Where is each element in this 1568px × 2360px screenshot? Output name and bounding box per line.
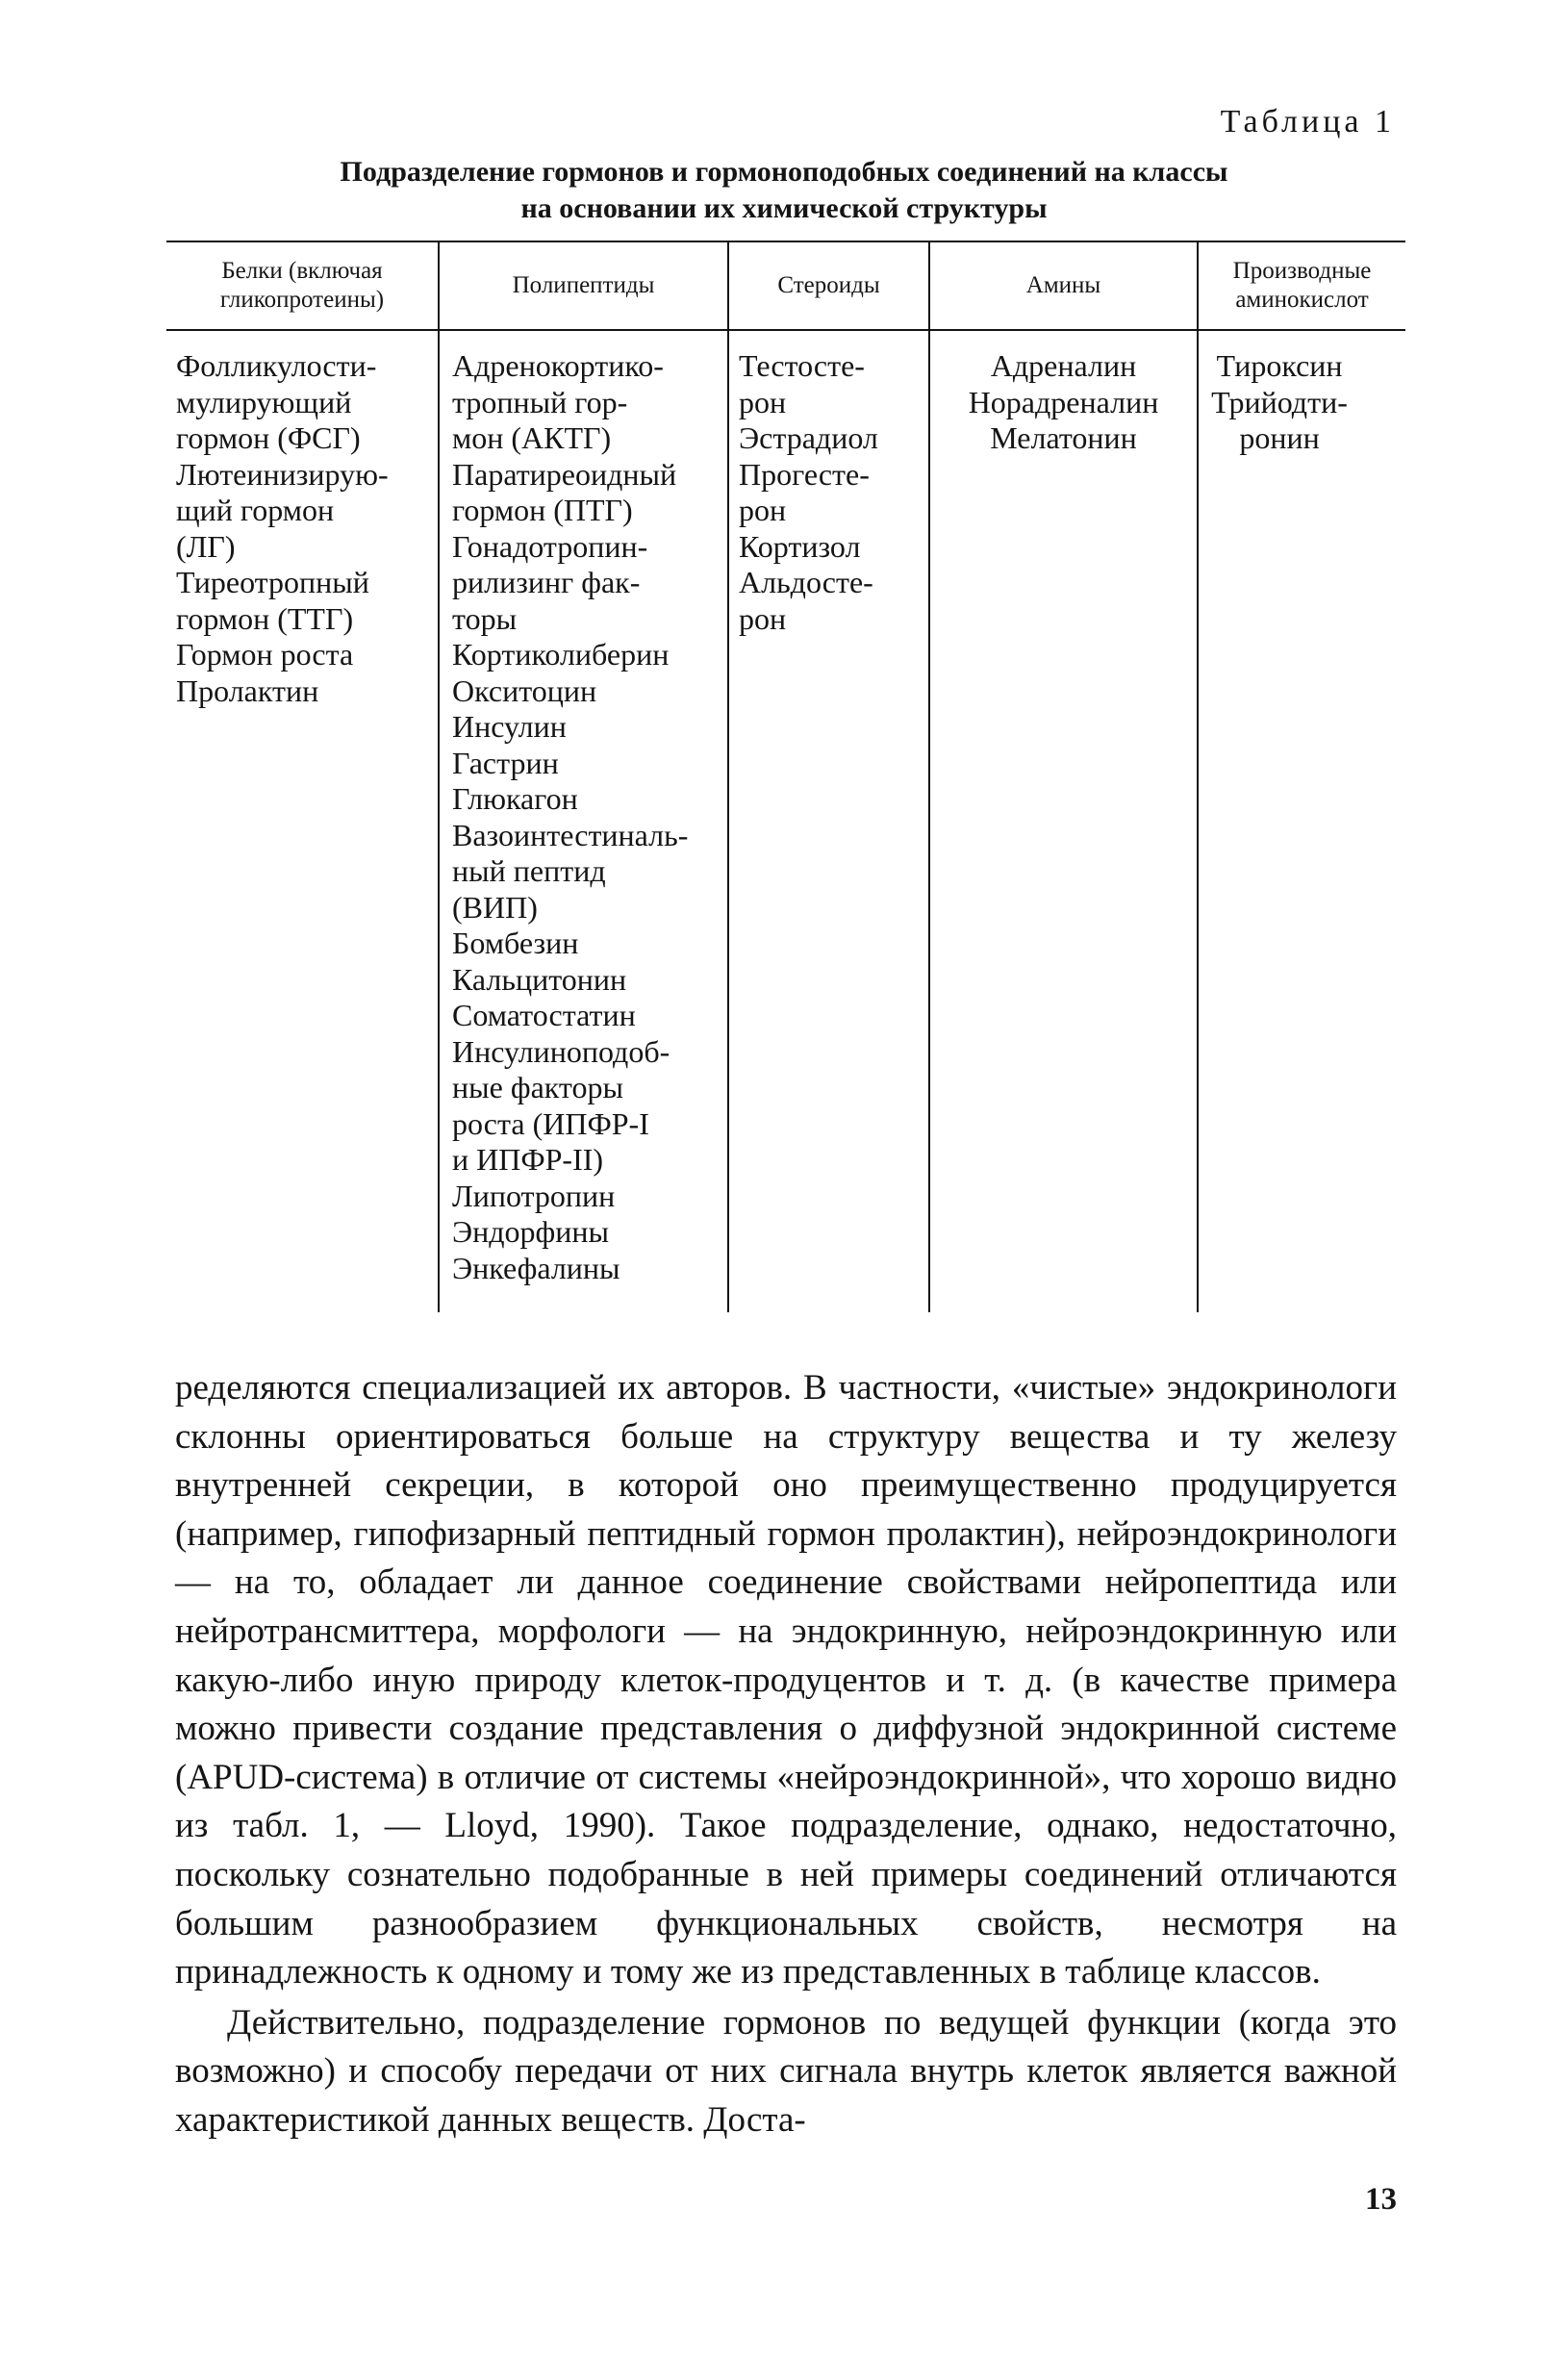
body-text bbox=[175, 1364, 1397, 2145]
header-amino-acid-derivatives: Производные аминокислот bbox=[1232, 258, 1372, 313]
column-amines bbox=[930, 348, 1197, 457]
table-cell: Глюкагон bbox=[452, 781, 578, 816]
header-polypeptides: Полипептиды bbox=[512, 272, 655, 298]
table-cell: Кортизол bbox=[739, 528, 861, 564]
table-title-line-2: на основании их химической структуры bbox=[520, 192, 1048, 224]
table-title bbox=[164, 154, 1404, 227]
table-cell: Вазоинтестиналь- ный пептид (ВИП) bbox=[452, 817, 689, 925]
header-proteins: Белки (включая гликопротеины) bbox=[219, 258, 385, 313]
table-cell: Инсулиноподоб- ные факторы роста (ИПФР-I и ИПФР-II) bbox=[452, 1033, 670, 1177]
column-steroids bbox=[739, 348, 926, 637]
table-cell: Окситоцин bbox=[452, 672, 597, 708]
table-cell: Лютеинизирую- щий гормон (ЛГ) bbox=[176, 456, 389, 564]
table-cell: Адренокортико- тропный гор- мон (АКТГ) bbox=[452, 348, 664, 455]
column-divider-1 bbox=[438, 241, 440, 1312]
table-cell: Инсулин bbox=[452, 709, 567, 744]
table-title-line-1: Подразделение гормонов и гормоноподобных соединений на классы bbox=[340, 156, 1228, 188]
header-amines: Амины bbox=[1025, 272, 1101, 298]
table-cell: Эндорфины bbox=[452, 1214, 610, 1249]
table-cell: Гастрин bbox=[452, 745, 559, 780]
table-label: Таблица 1 bbox=[1220, 104, 1395, 140]
column-divider-4 bbox=[1197, 241, 1199, 1312]
table-cell: Пролактин bbox=[176, 672, 319, 708]
table-cell: Эстрадиол bbox=[739, 420, 878, 455]
table-cell: Гормон роста bbox=[176, 637, 354, 672]
table-cell: Бомбезин bbox=[452, 926, 579, 960]
table-cell: Тестосте- рон bbox=[739, 348, 865, 419]
table-cell: Мелатонин bbox=[990, 420, 1137, 455]
table-cell: Энкефалины bbox=[452, 1250, 620, 1285]
table-cell: Тироксин bbox=[1216, 348, 1343, 383]
table-cell: Адреналин bbox=[990, 348, 1137, 383]
table-cell: Кортиколиберин bbox=[452, 637, 670, 672]
paragraph-2: Действительно, подразделение гормонов по ведущей функции (когда это возможно) и способу передачи от них сигнала внутрь клеток является важной характеристикой данных веществ. Доста- bbox=[175, 2002, 1397, 2140]
column-polypeptides bbox=[452, 348, 723, 1286]
table-cell: Соматостатин bbox=[452, 998, 636, 1032]
table-cell: Фолликулости- мулирующий гормон (ФСГ) bbox=[176, 348, 377, 455]
table-cell: Норадреналин bbox=[968, 384, 1159, 419]
table-cell: Прогесте- рон bbox=[739, 456, 870, 527]
table-header-rule bbox=[166, 329, 1405, 331]
page-number: 13 bbox=[1365, 2182, 1397, 2217]
header-steroids: Стероиды bbox=[777, 272, 880, 298]
paragraph-1: ределяются специализацией их авторов. В частности, «чистые» эндокринологи склонны ориентироваться больше на структуру вещества и ту железу внутренней секреции, в которой оно преимущественно продуцируется (например, гипофизарный пептидный гормон пролактин), нейроэндокринологи — на то, обладает ли данное соединение свойствами нейропептида или нейротрансмиттера, морфологи — на эндокринную, нейроэндокринную или какую-либо иную природу клеток-продуцентов и т. д. (в качестве примера можно привести создание представления о диффузной эндокринной системе (APUD-система) в отличие от системы «нейроэндокринной», что хорошо видно из табл. 1, — Lloyd, 1990). Такое подразделение, однако, недостаточно, поскольку сознательно подобранные в ней примеры соединений отличаются большим разнообразием функциональных свойств, несмотря на принадлежность к одному и тому же из представленных в таблице классов. bbox=[175, 1368, 1397, 1992]
table-cell: Липотропин bbox=[452, 1178, 616, 1213]
table-cell: Гонадотропин- рилизинг фак- торы bbox=[452, 528, 648, 636]
column-proteins bbox=[176, 348, 434, 709]
column-amino-acid-derivatives bbox=[1202, 348, 1356, 457]
column-divider-2 bbox=[727, 241, 729, 1312]
table-cell: Паратиреоидный гормон (ПТГ) bbox=[452, 456, 677, 527]
table-cell: Кальцитонин bbox=[452, 961, 627, 997]
table-cell: Тиреотропный гормон (ТТГ) bbox=[176, 565, 369, 636]
table-cell: Альдосте- рон bbox=[739, 565, 873, 636]
table-cell: Трийодти- ронин bbox=[1211, 384, 1348, 455]
